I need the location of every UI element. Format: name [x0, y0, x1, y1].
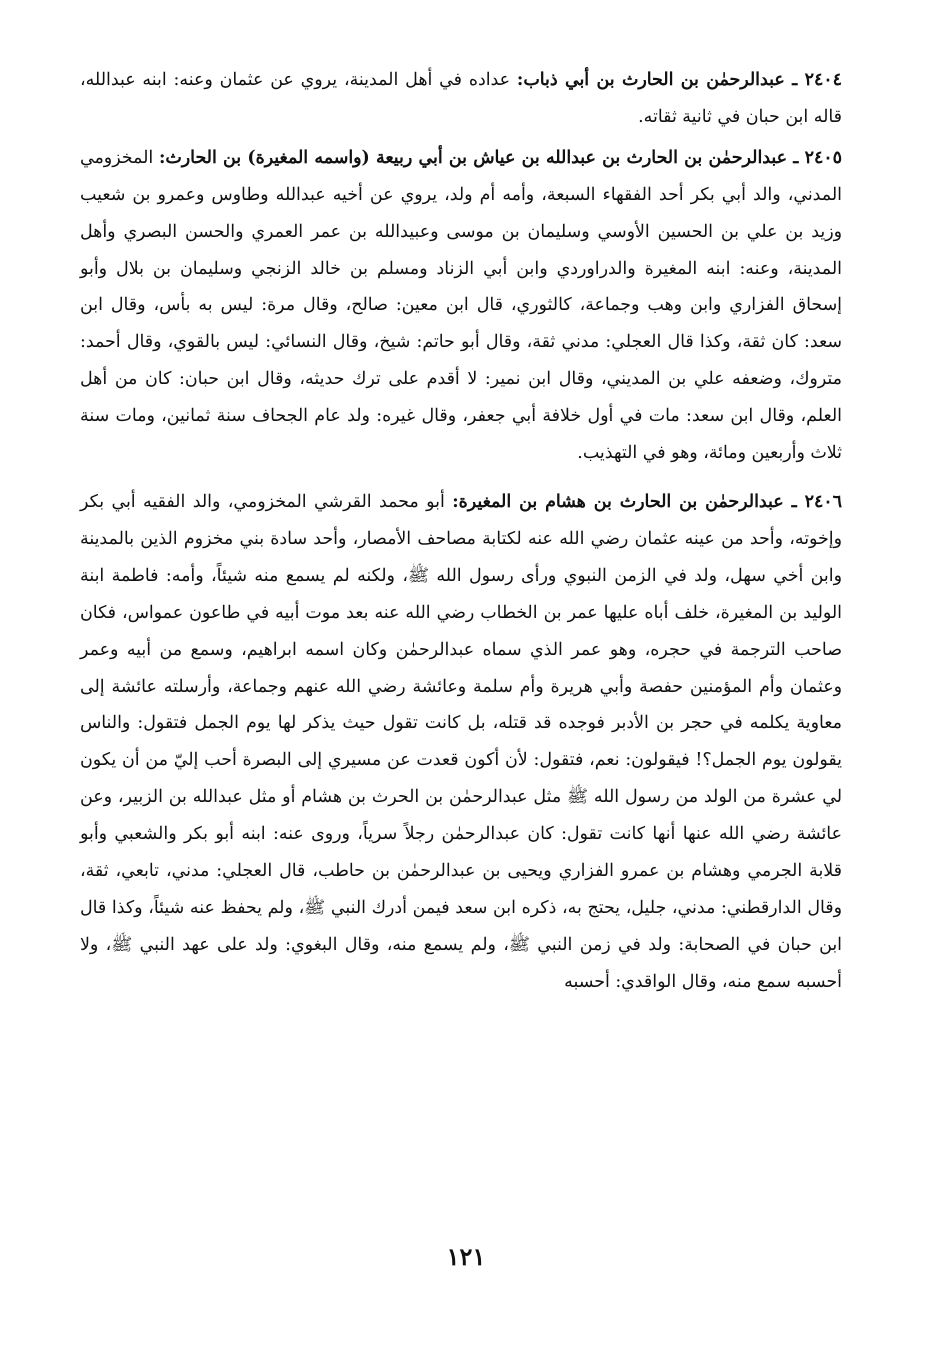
page-text — [80, 62, 842, 1001]
entry-heading: ٢٤٠٤ ـ عبدالرحمٰن بن الحارث بن أبي ذباب: — [516, 70, 842, 90]
entry-body: عداده في أهل المدينة، يروي عن عثمان وعنه: ابنه عبدالله، قاله ابن حبان في ثانية ثقاته. — [80, 70, 842, 127]
page-number: ١٢١ — [446, 1242, 486, 1271]
entry-2405 — [80, 140, 842, 472]
entry-body: المخزومي المدني، والد أبي بكر أحد الفقهاء السبعة، وأمه أم ولد، يروي عن أخيه عبدالله وطاوس وعمرو بن شعيب وزيد بن علي بن الحسين الأوسي وسليمان بن موسى وعبيدالله بن عمر العمري والحسن البصري وأهل المدينة، وعنه: ابنه المغيرة والدراوردي وابن أبي الزناد ومسلم بن خالد الزنجي وسليمان بن بلال وأبو إسحاق الفزاري وابن وهب وجماعة، كالثوري، قال ابن معين: صالح، وقال مرة: ليس به بأس، وقال ابن سعد: كان ثقة، وكذا قال العجلي: مدني ثقة، وقال أبو حاتم: شيخ، وقال النسائي: ليس بالقوي، وقال أحمد: متروك، وضعفه علي بن المديني، وقال ابن نمير: لا أقدم على ترك حديثه، وقال ابن حبان: كان من أهل العلم، وقال ابن سعد: مات في أول خلافة أبي جعفر، وقال غيره: ولد عام الجحاف سنة ثمانين، ومات سنة ثلاث وأربعين ومائة، وهو في التهذيب. — [80, 147, 842, 464]
entry-heading: ٢٤٠٥ ـ عبدالرحمٰن بن الحارث بن عبدالله بن عياش بن أبي ربيعة (واسمه المغيرة) بن الحارث: — [158, 147, 842, 168]
entry-body: أبو محمد القرشي المخزومي، والد الفقيه أبي بكر وإخوته، وأحد من عينه عثمان رضي الله عنه لكتابة مصاحف الأمصار، وأحد سادة بني مخزوم الذين بالمدينة وابن أخي سهل، ولد في الزمن النبوي ورأى رسول الله ﷺ، ولكنه لم يسمع منه شيئاً، وأمه: فاطمة ابنة الوليد بن المغيرة، خلف أباه عليها عمر بن الخطاب رضي الله عنه بعد موت أبيه في طاعون عمواس، فكان صاحب الترجمة في حجره، وهو عمر الذي سماه عبدالرحمٰن وكان اسمه ابراهيم، وسمع من أبيه وعمر وعثمان وأم المؤمنين حفصة وأبي هريرة وأم سلمة وعائشة رضي الله عنهم وجماعة، وأرسلته عائشة إلى معاوية يكلمه في حجر بن الأدبر فوجده قد قتله، بل كانت تقول حيث يذكر لها يوم الجمل فتقول: والناس يقولون يوم الجمل؟! فيقولون: نعم، فتقول: لأن أكون قعدت عن مسيري إلى البصرة أحب إليّ من أن يكون لي عشرة من الولد من رسول الله ﷺ مثل عبدالرحمٰن بن الحرث بن هشام أو مثل عبدالله بن الزبير، وعن عائشة رضي الله عنها أنها كانت تقول: كان عبدالرحمٰن رجلاً سرياً، وروى عنه: ابنه أبو بكر والشعبي وأبو قلابة الجرمي وهشام بن عمرو الفزاري ويحيى بن عبدالرحمٰن بن حاطب، قال العجلي: مدني، تابعي، ثقة، وقال الدارقطني: مدني، جليل، يحتج به، ذكره ابن سعد فيمن أدرك النبي ﷺ، ولم يحفظ عنه شيئاً، وكذا قال ابن حبان في الصحابة: ولد في زمن النبي ﷺ، ولم يسمع منه، وقال البغوي: ولد على عهد النبي ﷺ، ولا أحسبه سمع منه، وقال الواقدي: أحسبه — [80, 491, 842, 992]
entry-heading: ٢٤٠٦ ـ عبدالرحمٰن بن الحارث بن هشام بن المغيرة: — [452, 491, 842, 512]
entry-2404 — [80, 62, 842, 136]
entry-2406 — [80, 484, 842, 1001]
